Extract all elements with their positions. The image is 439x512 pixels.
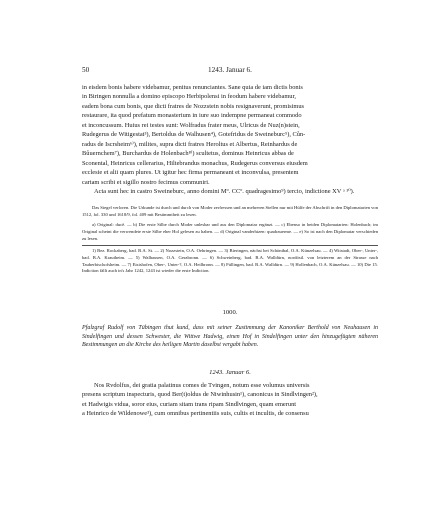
document-number: 1000. <box>222 309 238 316</box>
document-1000-body <box>82 381 378 419</box>
body-line: in Biringen nonnulla a domino episcopo Herbipolensi in feodum habere videbamur, <box>82 93 296 101</box>
footnotes-letters <box>82 222 378 242</box>
body-line: restaurare, ita quod prefatum monasterium in iure suo indempne permaneat commodo <box>82 112 302 120</box>
document-date: 1243. Januar 6. <box>209 369 251 376</box>
footnotes-numbers-text: 1) Bez. Rockaberg, bad. B.A. St. — 2) Nozzstein, O.A. Oehringen. — 3) Bieringen, nächst bei Schöntbal, O.A. Künzelsau. — 4) Witstadt, Ober-, Unter-, bad. B.A. Krautheim. — 5) Walhausen, O.A. Gerabronn. — 6) Schweinberg, bad. B.A. Walldürn, nordöstl. von letzterem an der Strasse nach Tauberbischofsheim. — 7) Eisishofen, Ober-, Unter-?, O.A. Heilbronn. — 8) Füllingen, bad. B.A. Walldürn. — 9) Hollenbach, O.A. Künzelsau. — 10) Die 15. Indiction fällt auch in's Jahr 1242, 1243 ist wieder die erste Indiction. <box>82 248 378 274</box>
footnotes-numbers <box>82 248 378 275</box>
closing-line: Acta sunt hec in castro Sweineburc, anno domini Mº. CCº. quadragesimo⁹) tercio, indictione XV ᵃ ¹⁰). <box>94 187 355 195</box>
footnotes-letters-text: a) Original: ducē. — b) Die erste Silbe durch Moder unlesbar und aus den Diplomatar ergänzt. — c) Ebenso in beiden Diplomatarien: Holenbach; im Original scheint die verwendete erste Silbe eher Hol gelesen zu haben. — d) Original vanderhizen: quadrauerme. — e) So ist nach den Diplomatar verschieden zu lesen. <box>82 222 378 241</box>
document-999-body <box>82 83 378 196</box>
body-line: in eisdem bonis habere videbamur, penitus renunciantes. Sane quia de iam dictis bonis <box>82 84 303 91</box>
body-line: eadem bona cum bonis, que dicti fratres de Nozzstein nobis resignaverunt, promisimus <box>82 102 305 110</box>
body-line: ecclesie et alii quam plures. Ut igitur hec firma permaneant et inconvulsa, presentem <box>82 169 299 177</box>
body-line: radus de Iscrsheim⁶⁾), milites, supra dicti fratres Heroltus et Albertus, Reinhardus de <box>82 140 298 148</box>
header-date: 1243. Januar 6. <box>208 66 252 74</box>
body-line: cartam scribi et sigillo nostro fecimus communiri. <box>82 178 210 186</box>
body-line: Rudegerus de Witigestat³), Bertoldus de Walhusen⁴), Gotefridus de Sweineburc⁵), Cůn- <box>82 131 306 139</box>
body-line: et inconcussum. Huius rei testes sunt: Wolfradus frater meus, Ulricus de Nuz(n)stein, <box>82 121 300 129</box>
seal-note-text: Das Siegel verloren. Die Urkunde ist durch und durch von Moder zerfressen und an mehreren Stellen nur mit Hülfe der Abschrift in den Diplomatarien von 1512, fol. 330 und 1618/9, fol. 409 mit Bestimmtheit zu lesen. <box>82 205 378 217</box>
page-number: 50 <box>82 66 90 74</box>
body-line: Sconental, Heinricus cellerarius, Hiltebrandus monachus, Rudegerus conversus eiusdem <box>82 159 308 167</box>
regest-summary: Pfalzgraf Rudolf von Tübingen thut kund, dass mit seiner Zustimmung der Kanoniker Berthold von Neuhausen in Sindelfingen und dessen Schwester, die Wittwe Hadwig, einen Hof in Sindelfingen unter den hinzugefügten näheren Bestimmungen an die Kirche des heiligen Martin daselbst vergabt haben. <box>82 325 378 349</box>
body-line: Bůuernchem⁷), Burchardus de Holenbach⁸⁾) scultetus, dominus Heinricus abbas de <box>82 150 294 158</box>
body-line: a Heinrico de Wildenowe³), cum omnibus pertinentiis suis, cultis et incultis, de consensu <box>82 410 309 418</box>
body-line: Nos Rvdolfus, dei gratia palatinus comes de Tvingen, notum esse volumus universis <box>94 382 310 389</box>
body-line: presens scriptum inspecturis, quod Ber(t)oldus de Niwinhusin¹), canonicus in Sindlvingen²), <box>82 391 318 399</box>
body-line: et Hadwigis vidua, soror eius, curiam sitam trans ripam Sindlvingen, quam emerunt <box>82 400 297 408</box>
footnote-divider <box>82 245 378 246</box>
seal-note <box>82 205 378 219</box>
